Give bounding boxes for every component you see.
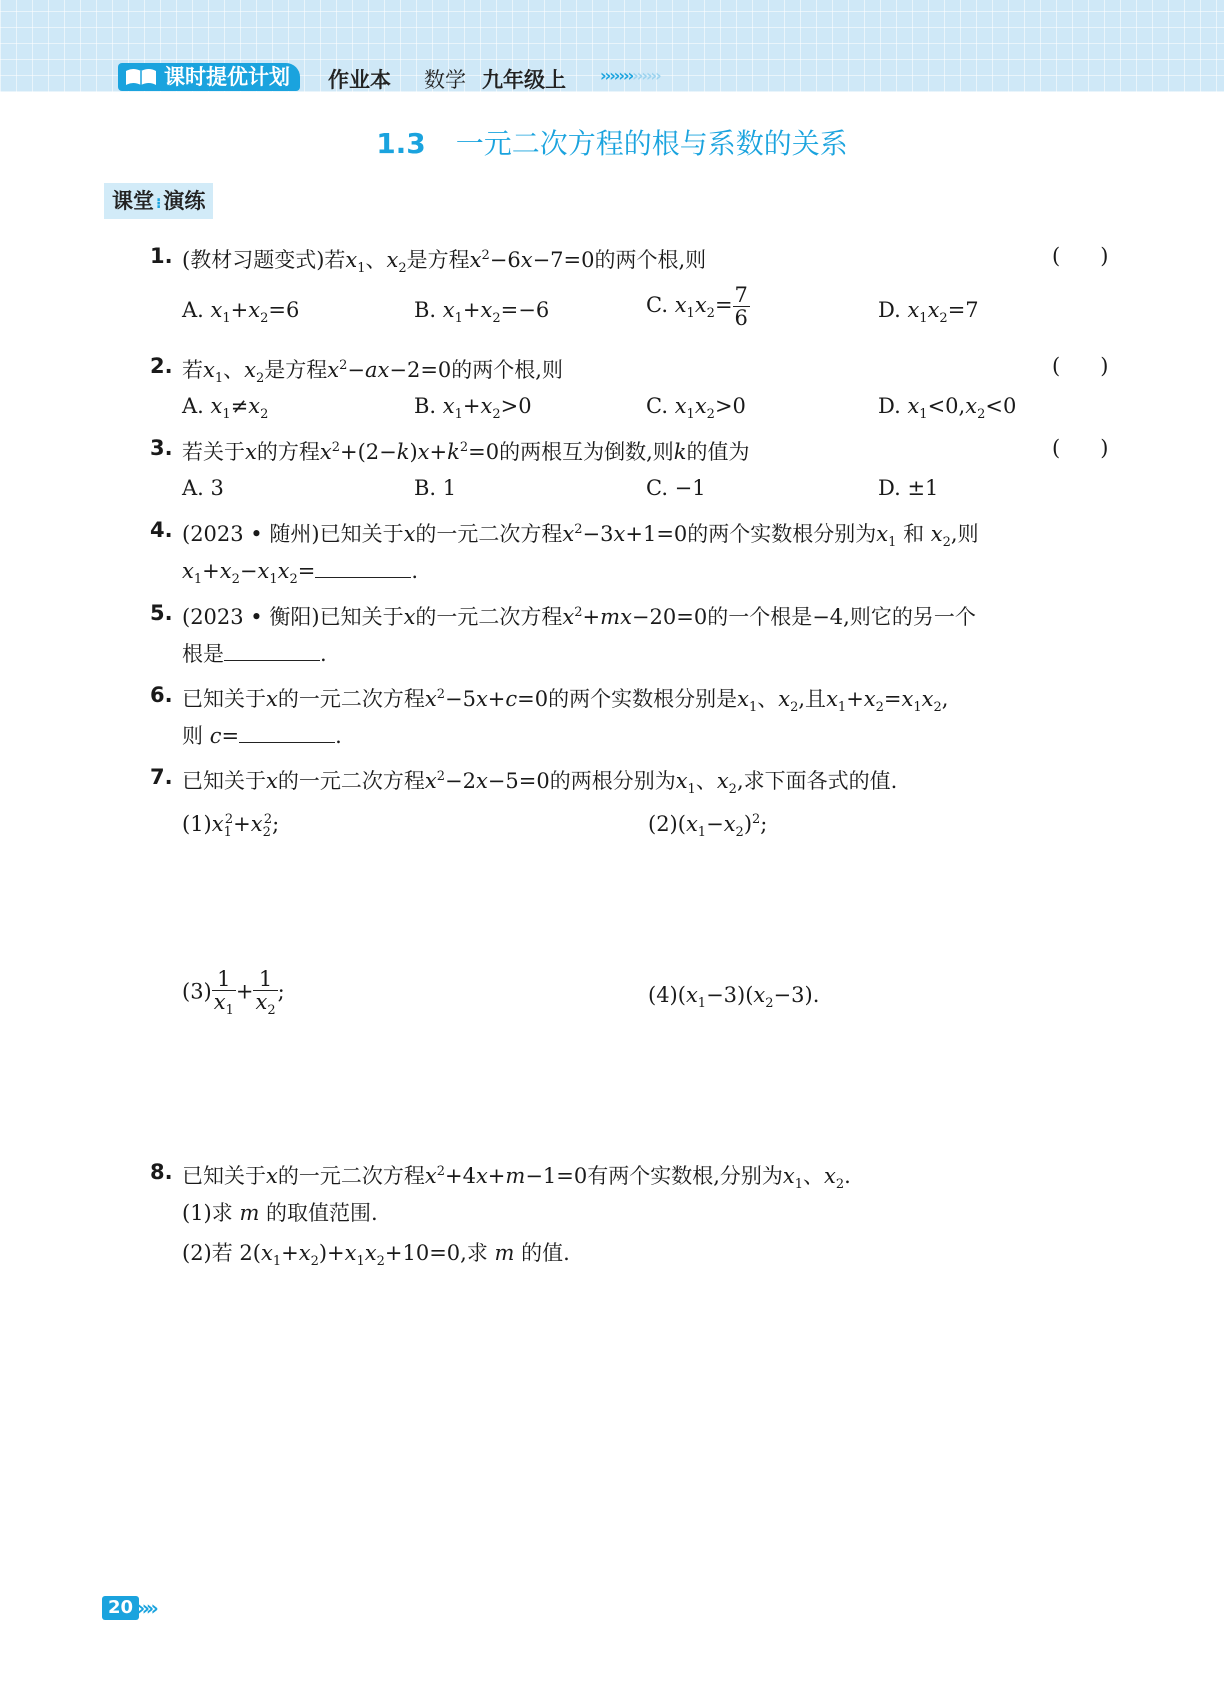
q8-mid2: 有两个实数根,分别为 [587,1164,783,1188]
q4-stem: (2023 • 随州)已知关于x的一元二次方程$x^2-3x+1=0$的两个实数根分别为$x_1$ 和 $x_2$,则 [182,522,979,551]
q8-sub2-mid: ,求 [460,1241,488,1265]
q3-prefix: 若关于 [182,440,245,464]
q1-option-a-label: A. [182,298,204,322]
q5-line2-text: 根是 [182,642,224,666]
lesson-number: 1.3 [376,127,426,160]
q8-mid1: 的一元二次方程 [277,1164,425,1188]
q1-option-d-label: D. [878,298,901,322]
q8-sub1: (1)求 m 的取值范围. [182,1201,378,1225]
q3-option-a[interactable]: A. 3 [182,476,224,500]
book-type: 作业本 [328,68,391,92]
q3-option-c[interactable]: C. −1 [646,476,706,500]
q8-sub2-prefix: (2)若 [182,1241,233,1265]
q7-part2: $(2)(x_1-x_2)^2$; [648,812,768,841]
q2-mid2: 的两个根,则 [451,358,563,382]
q8-sub1-prefix: (1)求 [182,1201,233,1225]
q7-part1-label: (1) [182,812,212,836]
q2-prefix: 若 [182,358,203,382]
lesson-title [0,122,1224,162]
q1-option-d[interactable]: D. $x_1x_2=7$ [878,298,979,327]
q3-answer-bracket[interactable]: ( ) [1052,436,1109,460]
q6-answer-blank[interactable] [239,720,335,743]
q6-number: 6. [150,683,173,707]
q5-prefix: (2023 • 衡阳)已知关于 [182,605,404,629]
q3-mid3: 的值为 [686,440,750,464]
q1-option-a[interactable]: A. $x_1+x_2=6$ [182,298,300,327]
q1-mid1: 是方程 [406,248,470,272]
q1-option-b-label: B. [414,298,437,322]
q3-number: 3. [150,436,173,460]
q6-mid3: ,且 [798,687,827,711]
q7-mid1: 的一元二次方程 [277,769,425,793]
q1-option-c-label: C. [646,293,668,318]
q1-answer-bracket[interactable]: ( ) [1052,244,1109,268]
q5-answer-blank[interactable] [224,638,320,661]
q4-mid2: 的两个实数根分别为 [687,522,877,546]
q6-line2-text: 则 [182,724,203,748]
q4-answer-blank[interactable] [315,555,411,578]
q2-option-b[interactable]: B. $x_1+x_2>0$ [414,394,532,423]
q7-prefix: 已知关于 [182,769,266,793]
q7-stem: 已知关于x的一元二次方程$x^2-2x-5=0$的两根分别为$x_1$、$x_2$,求下面各式的值. [182,769,898,798]
q1-option-c[interactable]: C. $x_1x_2=$ $\frac{7}{6}$ [646,283,748,331]
section-separator-icon: ⁝ [156,196,162,212]
q2-option-b-label: B. [414,394,437,418]
fraction: $\frac{7}{6}$ [734,283,748,331]
brand-badge [118,63,300,91]
q8-sub2-end: 的值. [521,1241,570,1265]
q2-option-c[interactable]: C. $x_1x_2>0$ [646,394,746,423]
q2-mid1: 是方程 [264,358,328,382]
lesson-title-text: 一元二次方程的根与系数的关系 [455,127,848,160]
q1-number: 1. [150,244,173,268]
q5-mid1: 的一元二次方程 [415,605,563,629]
section-tag-right: 演练 [163,189,206,213]
q6-prefix: 已知关于 [182,687,266,711]
page-number: 20 [102,1596,139,1620]
q2-option-d-label: D. [878,394,901,418]
q3-mid1: 的方程 [256,440,320,464]
q5-number: 5. [150,601,173,625]
q7-number: 7. [150,765,173,789]
q8-stem: 已知关于x的一元二次方程$x^2+4x+m-1=0$有两个实数根,分别为$x_1$、$x_2$. [182,1164,851,1193]
q6-mid2: 的两个实数根分别是 [548,687,738,711]
q1-mid2: 的两个根,则 [594,248,707,272]
q1-option-b[interactable]: B. $x_1+x_2=-6$ [414,298,550,327]
q2-answer-bracket[interactable]: ( ) [1052,354,1109,378]
q7-part3: (3) $\frac{1}{x_1}$ + $\frac{1}{x_2}$ ; [182,967,285,1019]
section-tag [104,183,213,219]
q4-line2: $x_1+x_2-x_1x_2=$ . [182,555,418,595]
q6-line2: 则 c= . [182,720,342,751]
q3-option-d[interactable]: D. ±1 [878,476,939,500]
q2-stem: 若$x_1$、$x_2$是方程$x^2-ax-2=0$的两个根,则 [182,358,563,387]
q1-prefix: (教材习题变式)若 [182,248,346,272]
q6-mid1: 的一元二次方程 [277,687,425,711]
section-tag-left: 课堂 [112,189,154,213]
q7-part4: $(4)(x_1-3)(x_2-3)$. [648,983,820,1012]
q7-mid2: 的两根分别为 [549,769,676,793]
q2-option-a-label: A. [182,394,204,418]
q4-number: 4. [150,518,173,542]
q8-sub1-end: 的取值范围. [266,1201,378,1225]
open-book-icon [124,65,158,87]
q8-sub2: (2)若 $2(x_1+x_2)+x_1x_2+10=0$,求 m 的值. [182,1241,570,1270]
q7-part3-label: (3) [182,979,212,1004]
fraction: $\frac{1}{x_1}$ [213,967,234,1019]
q4-mid3: 和 [903,522,925,546]
q3-mid2: 的两根互为倒数,则 [499,440,674,464]
q5-mid2: 的一个根是−4,则它的另一个 [707,605,976,629]
q7-mid3: ,求下面各式的值. [736,769,898,793]
q4-prefix: (2023 • 随州)已知关于 [182,522,404,546]
q7-part1: $(1)x_1^2+x_2^2$; [182,812,280,841]
q2-option-a[interactable]: A. $x_1\ne x_2$ [182,394,269,423]
q4-end: ,则 [950,522,979,546]
q5-stem: (2023 • 衡阳)已知关于x的一元二次方程$x^2+mx-20=0$的一个根是−4,则它的另一个 [182,605,976,629]
q1-stem: (教材习题变式)若$x_1$、$x_2$是方程$x^2-6x-7=0$的两个根,则 [182,248,707,277]
q4-mid1: 的一元二次方程 [415,522,563,546]
q5-line2: 根是 . [182,638,327,669]
q2-option-d[interactable]: D. $x_1<0,x_2<0$ [878,394,1017,423]
grade: 九年级上 [482,68,566,92]
q2-option-c-label: C. [646,394,668,418]
subject: 数学 [424,68,466,92]
q8-prefix: 已知关于 [182,1164,266,1188]
q6-stem: 已知关于x的一元二次方程$x^2-5x+c=0$的两个实数根分别是$x_1$、$x_2$,且$x_1+x_2=x_1x_2$, [182,687,949,716]
q3-option-b[interactable]: B. 1 [414,476,457,500]
q8-number: 8. [150,1160,173,1184]
page-arrows-icon: »» [137,1596,155,1620]
q3-stem: 若关于x的方程$x^2+(2-k)x+k^2=0$的两根互为倒数,则k的值为 [182,440,750,464]
fraction: $\frac{1}{x_2}$ [255,967,276,1019]
q2-number: 2. [150,354,173,378]
brand-text: 课时提优计划 [164,65,290,89]
header-arrows-icon: ››››››››››››› [600,66,660,85]
q7-part4-label: (4) [648,983,678,1007]
q7-part2-label: (2) [648,812,678,836]
